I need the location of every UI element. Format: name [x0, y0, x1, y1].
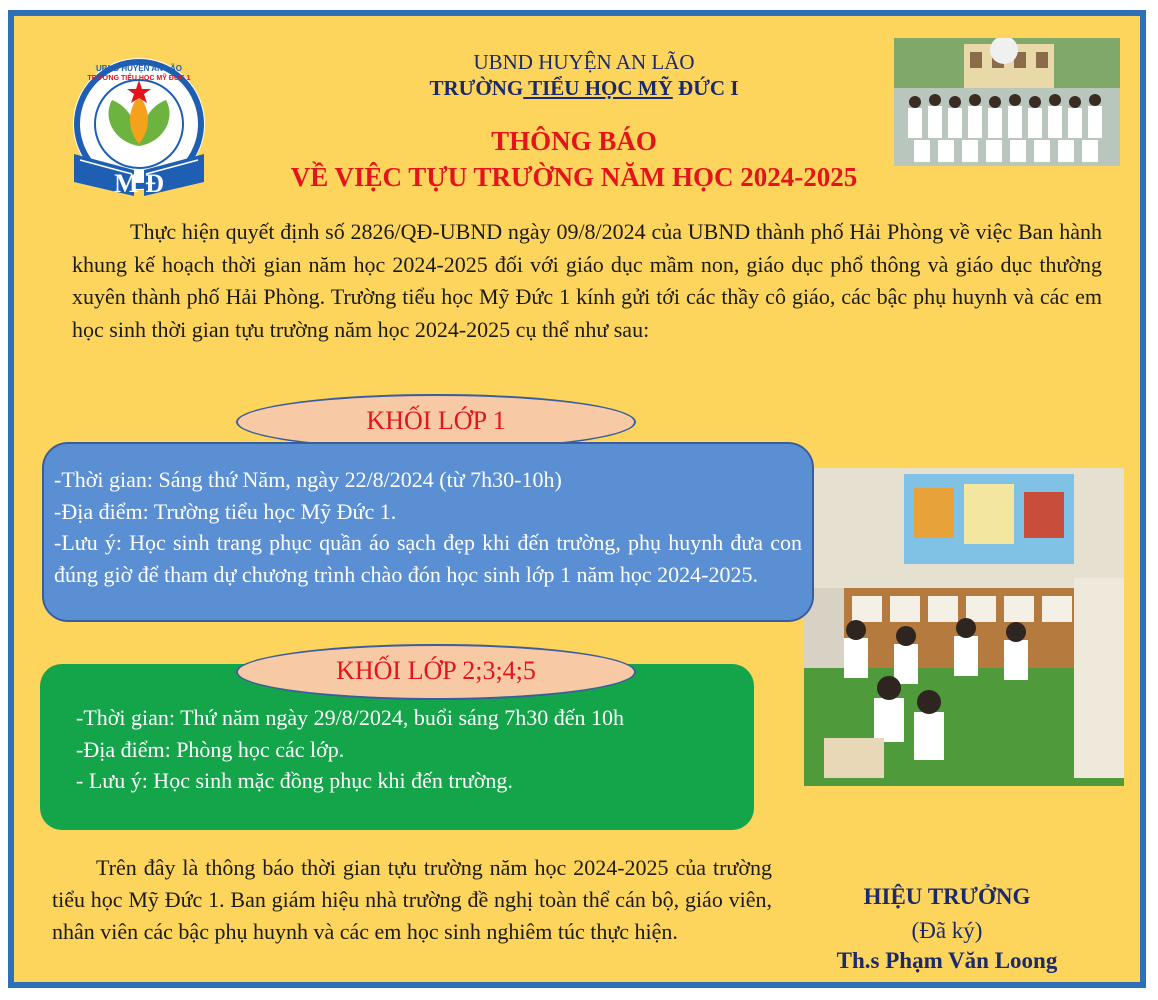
notice-subtitle: VỀ VIỆC TỰU TRƯỜNG NĂM HỌC 2024-2025	[290, 162, 858, 192]
school-name-part1: TRƯỜNG	[429, 76, 524, 100]
grade2-5-label: KHỐI LỚP 2;3;4;5	[236, 644, 636, 700]
grade1-info-box	[42, 442, 814, 622]
grade2-5-place: -Địa điểm: Phòng học các lớp.	[76, 736, 345, 762]
school-logo	[62, 54, 217, 209]
signature-name: Th.s Phạm Văn Loong	[836, 948, 1058, 973]
authority-name: UBND HUYỆN AN LÃO	[473, 50, 695, 74]
notice-poster	[8, 10, 1146, 988]
signature-status: (Đã ký)	[911, 918, 983, 943]
grade1-place: -Địa điểm: Trường tiểu học Mỹ Đức 1.	[54, 498, 397, 524]
logo-ring-text-2: TRƯỜNG TIỂU HỌC MỸ ĐỨC 1	[87, 75, 191, 82]
grade2-5-note: - Lưu ý: Học sinh mặc đồng phục khi đến trường.	[76, 768, 513, 793]
school-name-part3: ĐỨC I	[672, 76, 739, 100]
classroom-photo	[804, 468, 1124, 786]
school-name	[304, 76, 864, 101]
grade2-5-time: -Thời gian: Thứ năm ngày 29/8/2024, buổi sáng 7h30 đến 10h	[76, 705, 625, 730]
intro-paragraph: Thực hiện quyết định số 2826/QĐ-UBND ngày 09/8/2024 của UBND thành phố Hải Phòng về việc Ban hành khung kế hoạch thời gian năm học 2024-2025 đối với giáo dục mầm non, giáo dục phổ thông và giáo dục thường xuyên thành phố Hải Phòng. Trường tiểu học Mỹ Đức 1 kính gửi tới các thầy cô giáo, các bậc phụ huynh và các em học sinh thời gian tựu trường năm học 2024-2025 cụ thể như sau:	[72, 219, 1102, 342]
logo-monogram: M Đ	[114, 169, 164, 198]
logo-ring-text: UBND HUYỆN AN LÃO	[96, 64, 182, 73]
grade1-label: KHỐI LỚP 1	[236, 394, 636, 450]
closing-paragraph: Trên đây là thông báo thời gian tựu trường năm học 2024-2025 của trường tiểu học Mỹ Đức 1. Ban giám hiệu nhà trường đề nghị toàn thể cán bộ, giáo viên, nhân viên các bậc phụ huynh và các em học sinh nghiêm túc thực hiện.	[52, 855, 772, 944]
grade1-time: -Thời gian: Sáng thứ Năm, ngày 22/8/2024 (từ 7h30-10h)	[54, 467, 562, 492]
signature-role: HIỆU TRƯỞNG	[863, 884, 1031, 909]
notice-title: THÔNG BÁO	[491, 126, 657, 156]
grade1-note: -Lưu ý: Học sinh trang phục quần áo sạch đẹp khi đến trường, phụ huynh đưa con đúng giờ để tham dự chương trình chào đón học sinh lớp 1 năm học 2024-2025.	[54, 530, 802, 587]
school-name-part2: TIỂU HỌC MỸ	[523, 76, 673, 100]
